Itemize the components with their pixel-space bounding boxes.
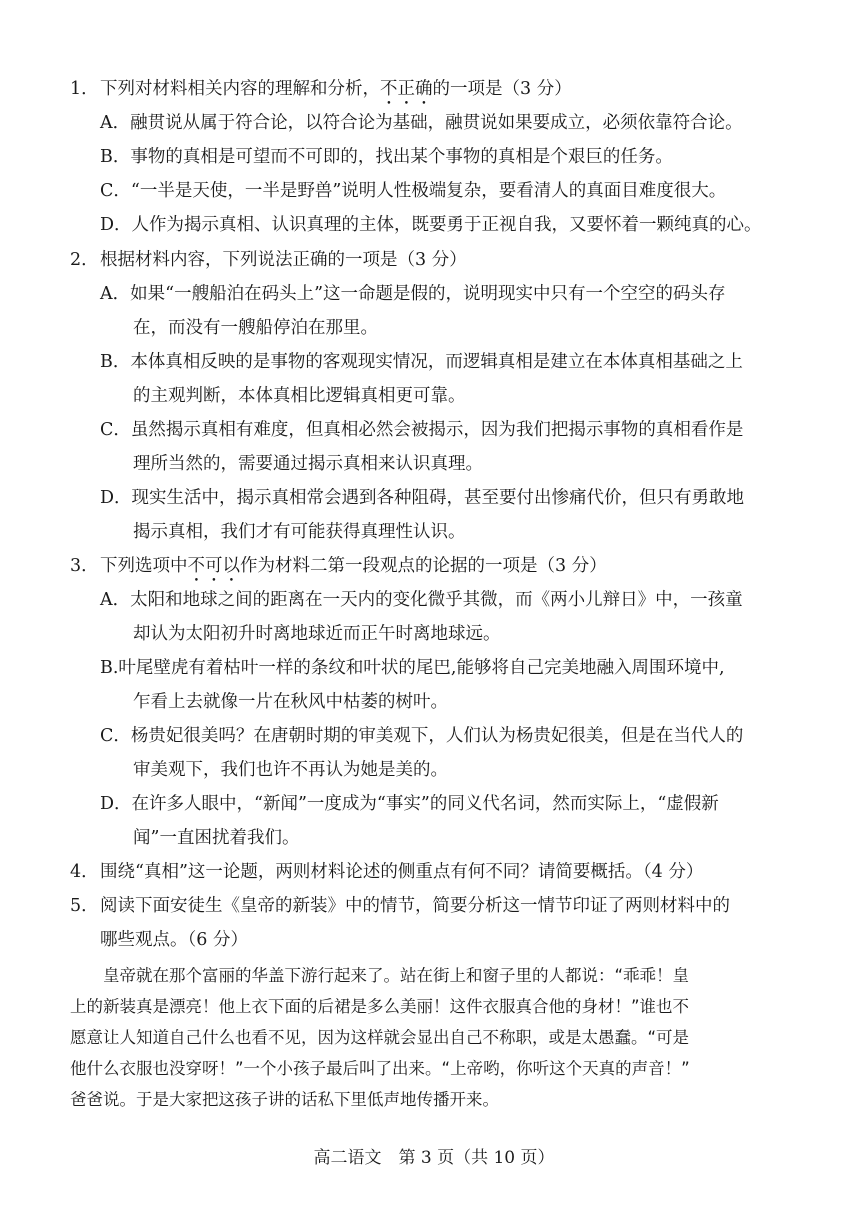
question-number: 5． — [70, 896, 99, 916]
question-number: 4． — [70, 862, 99, 882]
question-3-option-d-line-2: 闻”一直困扰着我们。 — [133, 828, 300, 848]
question-3-option-b-line-2: 乍看上去就像一片在秋风中枯萎的树叶。 — [133, 692, 448, 712]
question-3-option-d-line-1: D．在许多人眼中，“新闻”一度成为“事实”的同义代名词，然而实际上，“虚假新 — [100, 794, 719, 814]
question-2-option-d-line-2: 揭示真相，我们才有可能获得真理性认识。 — [133, 522, 466, 542]
question-5-stem-line-2: 哪些观点。（6 分） — [100, 930, 248, 950]
question-3-option-a-line-1: A．太阳和地球之间的距离在一天内的变化微乎其微，而《两小儿辩日》中，一孩童 — [100, 590, 743, 610]
question-4-stem — [70, 855, 790, 889]
stem-text: 下列选项中 — [100, 556, 188, 576]
question-3-stem — [70, 549, 790, 586]
stem-text: 围绕“真相”这一论题，两则材料论述的侧重点有何不同？请简要概括。（4 分） — [100, 862, 704, 882]
question-3-option-b-line-1: B.叶尾壁虎有着枯叶一样的条纹和叶状的尾巴,能够将自己完美地融入周围环境中, — [100, 658, 725, 678]
page-footer: 高二语文 第 3 页（共 10 页） — [313, 1148, 555, 1168]
emphasis-text: 不可以 — [187, 556, 240, 576]
question-5-stem — [70, 889, 790, 923]
question-3-option-a-line-2: 却认为太阳初升时离地球近而正午时离地球远。 — [133, 624, 501, 644]
question-1-option-d: D．人作为揭示真相、认识真理的主体，既要勇于正视自我，又要怀着一颗纯真的心。 — [100, 215, 762, 235]
passage-line: 上的新装真是漂亮！他上衣下面的后裙是多么美丽！这件衣服真合他的身材！”谁也不 — [70, 997, 690, 1016]
question-1-option-b: B．事物的真相是可望而不可即的，找出某个事物的真相是个艰巨的任务。 — [100, 147, 673, 167]
stem-text: 下列对材料相关内容的理解和分析， — [100, 79, 380, 99]
question-2-option-c-line-1: C．虽然揭示真相有难度，但真相必然会被揭示，因为我们把揭示事物的真相看作是 — [100, 420, 744, 440]
question-number: 1． — [70, 79, 99, 99]
question-1-stem — [70, 72, 790, 109]
question-2-option-d-line-1: D．现实生活中，揭示真相常会遇到各种阻碍，甚至要付出惨痛代价，但只有勇敢地 — [100, 488, 745, 508]
question-2-option-b-line-2: 的主观判断，本体真相比逻辑真相更可靠。 — [133, 386, 466, 406]
question-2-option-a-line-2: 在，而没有一艘船停泊在那里。 — [133, 318, 378, 338]
passage-line: 愿意让人知道自己什么也看不见，因为这样就会显出自己不称职，或是太愚蠢。“可是 — [70, 1028, 690, 1047]
passage-line: 爸爸说。于是大家把这孩子讲的话私下里低声地传播开来。 — [70, 1090, 499, 1109]
stem-text: 的一项是（3 分） — [432, 79, 572, 99]
stem-text: 作为材料二第一段观点的论据的一项是（3 分） — [240, 556, 607, 576]
question-3-option-c-line-1: C．杨贵妃很美吗？在唐朝时期的审美观下，人们认为杨贵妃很美，但是在当代人的 — [100, 726, 744, 746]
question-1-option-a: A．融贯说从属于符合论，以符合论为基础，融贯说如果要成立，必须依靠符合论。 — [100, 113, 743, 133]
question-2-stem — [70, 243, 790, 277]
passage-line: 皇帝就在那个富丽的华盖下游行起来了。站在街上和窗子里的人都说：“乖乖！皇 — [70, 966, 690, 985]
question-2-option-a-line-1: A．如果“一艘船泊在码头上”这一命题是假的，说明现实中只有一个空空的码头存 — [100, 284, 726, 304]
question-2-option-c-line-2: 理所当然的，需要通过揭示真相来认识真理。 — [133, 454, 483, 474]
question-2-option-b-line-1: B．本体真相反映的是事物的客观现实情况，而逻辑真相是建立在本体真相基础之上 — [100, 352, 743, 372]
stem-text: 阅读下面安徒生《皇帝的新装》中的情节，简要分析这一情节印证了两则材料中的 — [100, 896, 730, 916]
question-1-option-c: C．“一半是天使，一半是野兽”说明人性极端复杂，要看清人的真面目难度很大。 — [100, 181, 727, 201]
question-number: 3． — [70, 556, 99, 576]
emphasis-text: 不正确 — [380, 79, 433, 99]
question-3-option-c-line-2: 审美观下，我们也许不再认为她是美的。 — [133, 760, 448, 780]
question-number: 2． — [70, 250, 99, 270]
passage-line: 他什么衣服也没穿呀！”一个小孩子最后叫了出来。“上帝哟，你听这个天真的声音！” — [70, 1059, 690, 1078]
stem-text: 根据材料内容，下列说法正确的一项是（3 分） — [100, 250, 467, 270]
